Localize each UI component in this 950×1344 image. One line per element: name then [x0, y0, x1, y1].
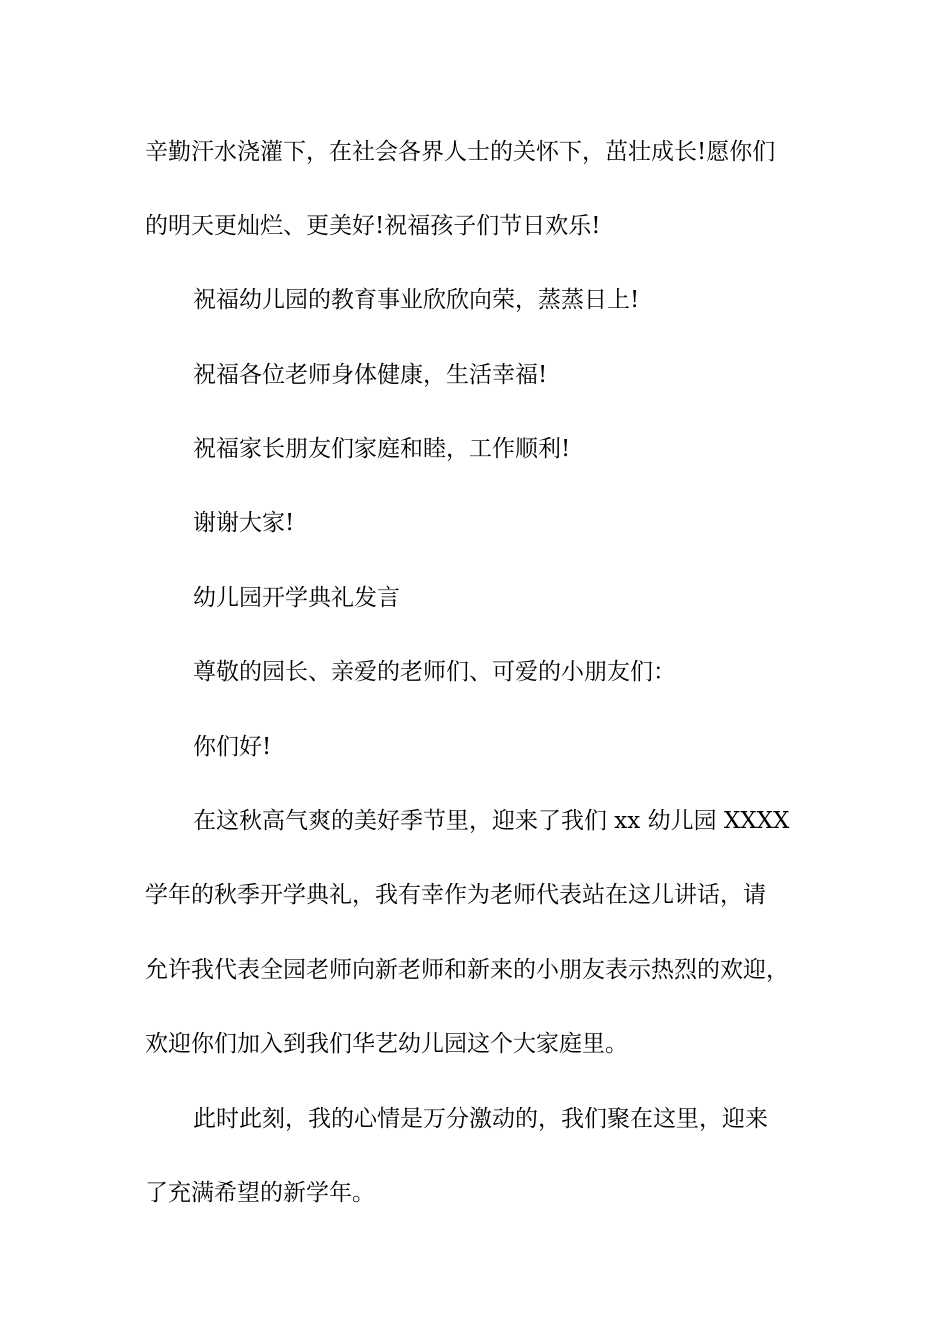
section-heading: 幼儿园开学典礼发言: [193, 585, 400, 611]
text-line: 学年的秋季开学典礼，我有幸作为老师代表站在这儿讲话，请: [145, 882, 766, 908]
text-line: 谢谢大家!: [193, 510, 295, 536]
text-line: 的明天更灿烂、更美好!祝福孩子们节日欢乐!: [145, 213, 601, 239]
text-line: 此时此刻，我的心情是万分激动的，我们聚在这里，迎来: [193, 1106, 768, 1132]
text-line: 祝福幼儿园的教育事业欣欣向荣，蒸蒸日上!: [193, 287, 640, 313]
text-line: 了充满希望的新学年。: [145, 1180, 375, 1206]
text-line: 祝福家长朋友们家庭和睦，工作顺利!: [193, 436, 571, 462]
text-line: 允许我代表全园老师向新老师和新来的小朋友表示热烈的欢迎，: [145, 957, 789, 983]
text-line: 辛勤汗水浇灌下，在社会各界人士的关怀下，茁壮成长!愿你们: [145, 139, 776, 165]
text-line: 祝福各位老师身体健康，生活幸福!: [193, 362, 548, 388]
text-line: 在这秋高气爽的美好季节里，迎来了我们 xx 幼儿园 XXXX: [193, 808, 790, 834]
greeting-line: 你们好!: [193, 734, 272, 760]
salutation-line: 尊敬的园长、亲爱的老师们、可爱的小朋友们：: [193, 659, 676, 685]
text-line: 欢迎你们加入到我们华艺幼儿园这个大家庭里。: [145, 1031, 628, 1057]
